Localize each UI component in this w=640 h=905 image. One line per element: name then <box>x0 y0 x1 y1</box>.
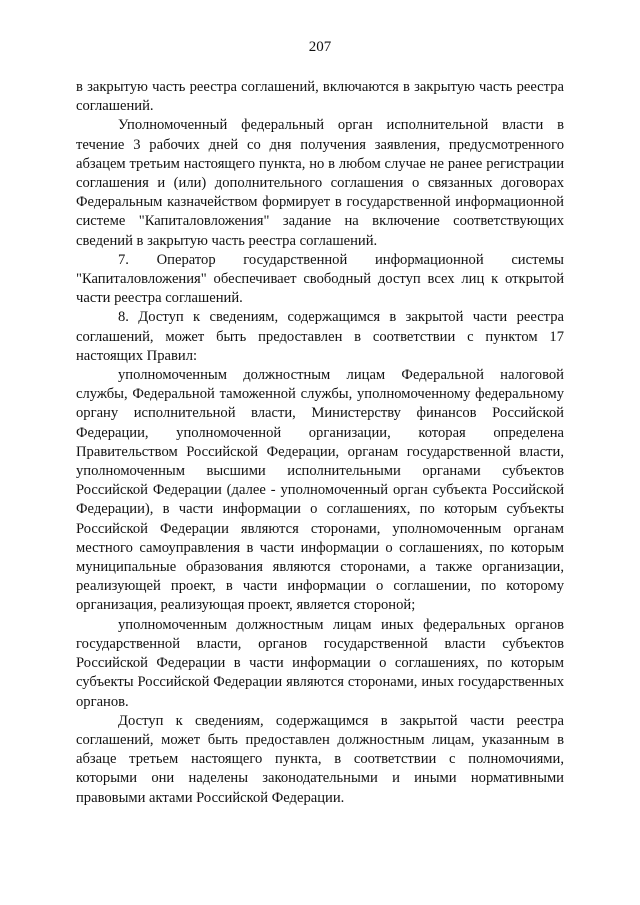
paragraph-authorized-body-task: Уполномоченный федеральный орган исполнительной власти в течение 3 рабочих дней со дня получения заявления, предусмотренного абзацем третьим настоящего пункта, но в любом случае не ранее регистрации соглашения и (или) дополнительного соглашения о связанных договорах Федеральным казначейством формирует в государственной информационной системе "Капиталовложения" задание на включение соответствующих сведений в закрытую часть реестра соглашений. <box>76 117 564 249</box>
document-body <box>76 78 564 808</box>
paragraph-access-provision: Доступ к сведениям, содержащимся в закрытой части реестра соглашений, может быть предоставлен должностным лицам, указанным в абзаце третьем настоящего пункта, в соответствии с полномочиями, которыми они наделены законодательными и иными нормативными правовыми актами Российской Федерации. <box>76 712 564 806</box>
paragraph-authorized-officials: уполномоченным должностным лицам Федеральной налоговой службы, Федеральной таможенной службы, уполномоченному федеральному органу исполнительной власти, Министерству финансов Российской Федерации, уполномоченной организации, которая определена Правительством Российской Федерации, органам государственной власти, уполномоченным высшими исполнительными органами субъектов Российской Федерации (далее - уполномоченный орган субъекта Российской Федерации), в части информации о соглашениях, по которым субъекты Российской Федерации являются сторонами, уполномоченным органам местного самоуправления в части информации о соглашениях, по которым муниципальные образования являются сторонами, а также организации, реализующей проект, в части информации о соглашении, по которому организация, реализующая проект, является стороной; <box>76 367 564 614</box>
paragraph-other-officials: уполномоченным должностным лицам иных федеральных органов государственной власти, органов государственной власти субъектов Российской Федерации в части информации о соглашениях, по которым субъекты Российской Федерации являются сторонами, иных государственных органов. <box>76 616 564 710</box>
paragraph-item-7: 7. Оператор государственной информационной системы "Капиталовложения" обеспечивает свободный доступ всех лиц к открытой части реестра соглашений. <box>76 251 564 307</box>
paragraph-continuation: в закрытую часть реестра соглашений, включаются в закрытую часть реестра соглашений. <box>76 79 564 115</box>
page-number: 207 <box>308 39 332 55</box>
paragraph-item-8: 8. Доступ к сведениям, содержащимся в закрытой части реестра соглашений, может быть предоставлен в соответствии с пунктом 17 настоящих Правил: <box>76 309 564 364</box>
